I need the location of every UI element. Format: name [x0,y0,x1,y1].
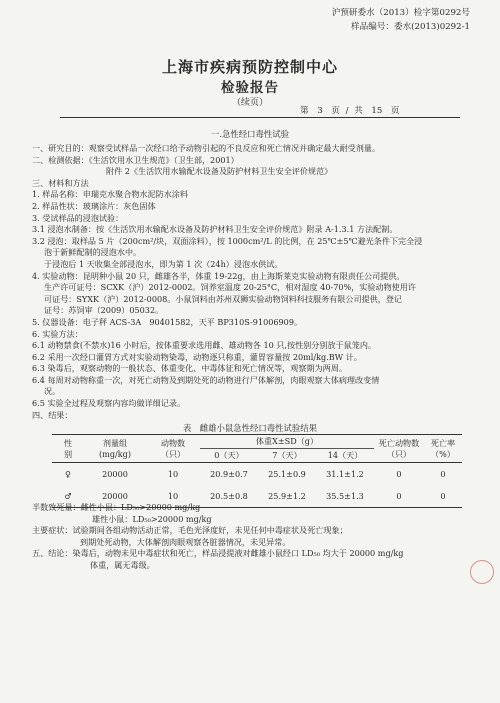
cell-count: 10 [167,491,179,501]
result-line: 体重，属无毒级。 [90,559,155,570]
body-line: 6.4 每周对动物称重一次，对死亡动物及到期处死的动物进行尸体解剖，肉眼观察大体病理改变情 [32,374,380,385]
result-line: 雄性小鼠：LD₅₀>20000 mg/kg [92,513,212,524]
body-line: 6.5 实验全过程及观察内容均做详细记录。 [32,398,186,409]
cell-rate: 0 [440,491,446,501]
cell-day0: 20.5±0.8 [210,491,248,501]
body-line: 4. 实验动物：昆明种小鼠 20 只，雌雄各半，体重 19-22g，由上海斯莱克实验动物有限责任公司提供。 [32,270,405,281]
cell-day0: 20.9±0.7 [210,469,248,479]
body-line: 6.2 采用一次经口灌胃方式对实验动物染毒，动物逐只称重，灌胃容量按 20ml/kg.BW 计。 [32,351,362,362]
continued-label: （续页） [231,98,268,108]
body-text [32,143,472,421]
body-line: 证号：苏饲审（2009）05032。 [44,305,164,316]
col-header-weight: 体重X±SD（g） [200,435,374,449]
body-line: 2. 样品性状：玻璃涂片：灰色固体 [32,200,156,211]
section-title: 一.急性经口毒性试验 [210,129,290,139]
body-line: 生产许可证号：SCXK（沪）2012-0002。饲养室温度 20-25°C，相对湿度 40-70%，实验动物使用许 [44,282,416,293]
results-text [32,502,472,572]
body-line: 况。 [44,386,61,397]
page-indicator: 第 3 页 / 共 15 页 [300,106,400,116]
body-line: 四、结果： [32,409,73,420]
cell-day14: 31.1±1.2 [326,469,364,479]
col-header-day14: 14（天） [327,450,363,460]
body-line: 3. 受试样品的浸泡试验： [32,212,124,223]
col-header-rate: 死亡率 （%） [430,437,456,459]
body-line: 于浸泡后 1 天收集全部浸泡水，即为第 1 次（24h）浸泡水供试。 [44,258,283,269]
body-line: 三、材料和方法 [32,177,89,188]
col-header-deaths: 死亡动物数 （只） [378,437,420,459]
cell-sex: ♂ [64,491,72,501]
body-line: 6.1 动物禁食(不禁水)16 小时后，按体重要求选用雌、雄动物各 10 只,按性别分别放于鼠笼内。 [32,340,377,351]
col-header-sex: 性 别 [63,437,73,459]
col-header-day7: 7（天） [272,450,302,460]
organization-title: 上海市疾病预防控制中心 [161,58,338,76]
body-line: 可证号：SYXK（沪）2012-0008。小鼠饲料由苏州双狮实验动物饲料科技服务有限公司提供，登记 [44,293,403,304]
sample-number: 样品编号：委水(2013)0292-1 [351,22,470,32]
cell-rate: 0 [440,469,446,479]
report-title: 检验报告 [221,80,279,96]
cell-day14: 35.5±1.3 [326,491,364,501]
table-title: 表 雌雄小鼠急性经口毒性试验结果 [183,423,317,433]
result-line: 五、结论：染毒后，动物未见中毒症状和死亡，样品浸提液对雌雄小鼠经口 LD₅₀ 均大于 20000 mg/kg [32,548,404,559]
body-line: 泡于新鲜配制的浸泡水中。 [44,247,142,258]
table-row [52,463,462,485]
body-line: 6.3 染毒后，观察动物的一般状态、体重变化、中毒体征和死亡情况等，观察期为两周。 [32,363,347,374]
cell-deaths: 0 [396,491,402,501]
body-line: 5. 仪器设备：电子秤 ACS-3A 90401582，天平 BP310S-91006909。 [32,316,303,327]
result-line: 到期处死动物，大体解剖肉眼观察各脏器情况，未见异常。 [80,536,291,547]
body-line: 3.1 浸泡水制备：按《生活饮用水输配水设备及防护材料卫生安全评价规范》附录 A-1.3.1 方法配制。 [32,224,398,235]
report-number: 沪预研委水（2013）检字第0292号 [331,8,470,18]
cell-dose: 20000 [102,469,128,479]
header-rule [60,117,460,118]
results-table [52,434,462,508]
body-line: 附件 2《生活饮用水输配水设备及防护材料卫生安全评价规范》 [106,166,333,177]
seal-mark [470,560,494,584]
body-line: 二、检测依据：《生活饮用水卫生规范》（卫生部，2001） [32,154,239,165]
cell-count: 10 [167,469,179,479]
result-line: 主要症状：试验期间各组动物活动正常，毛色光泽度好，未见任何中毒症状及死亡现象； [32,525,348,536]
cell-day7: 25.1±0.9 [268,469,306,479]
cell-deaths: 0 [396,469,402,479]
cell-dose: 20000 [102,491,128,501]
col-header-dose: 剂量组 (mg/kg) [99,437,131,459]
body-line: 6. 实验方法： [32,328,83,339]
body-line: 一、研究目的：观察受试样品一次经口给予动物引起的不良反应和死亡情况并确定最大耐受剂量。 [32,143,381,153]
col-header-day0: 0（天） [214,450,244,460]
cell-day7: 25.9±1.2 [268,491,306,501]
col-header-count: 动物数 （只） [160,437,186,459]
cell-sex: ♀ [65,469,71,479]
result-line: 半数致死量：雌性小鼠：LD₅₀>20000 mg/kg [32,502,201,512]
body-line: 1. 样品名称：申瑞克水聚合物水泥防水涂料 [32,189,188,200]
body-line: 3.2 浸泡：取样品 5 片（200cm²/块，双面涂料），按 1000cm²/L 的比例，在 25℃±5℃避光条件下完全浸 [32,235,423,246]
